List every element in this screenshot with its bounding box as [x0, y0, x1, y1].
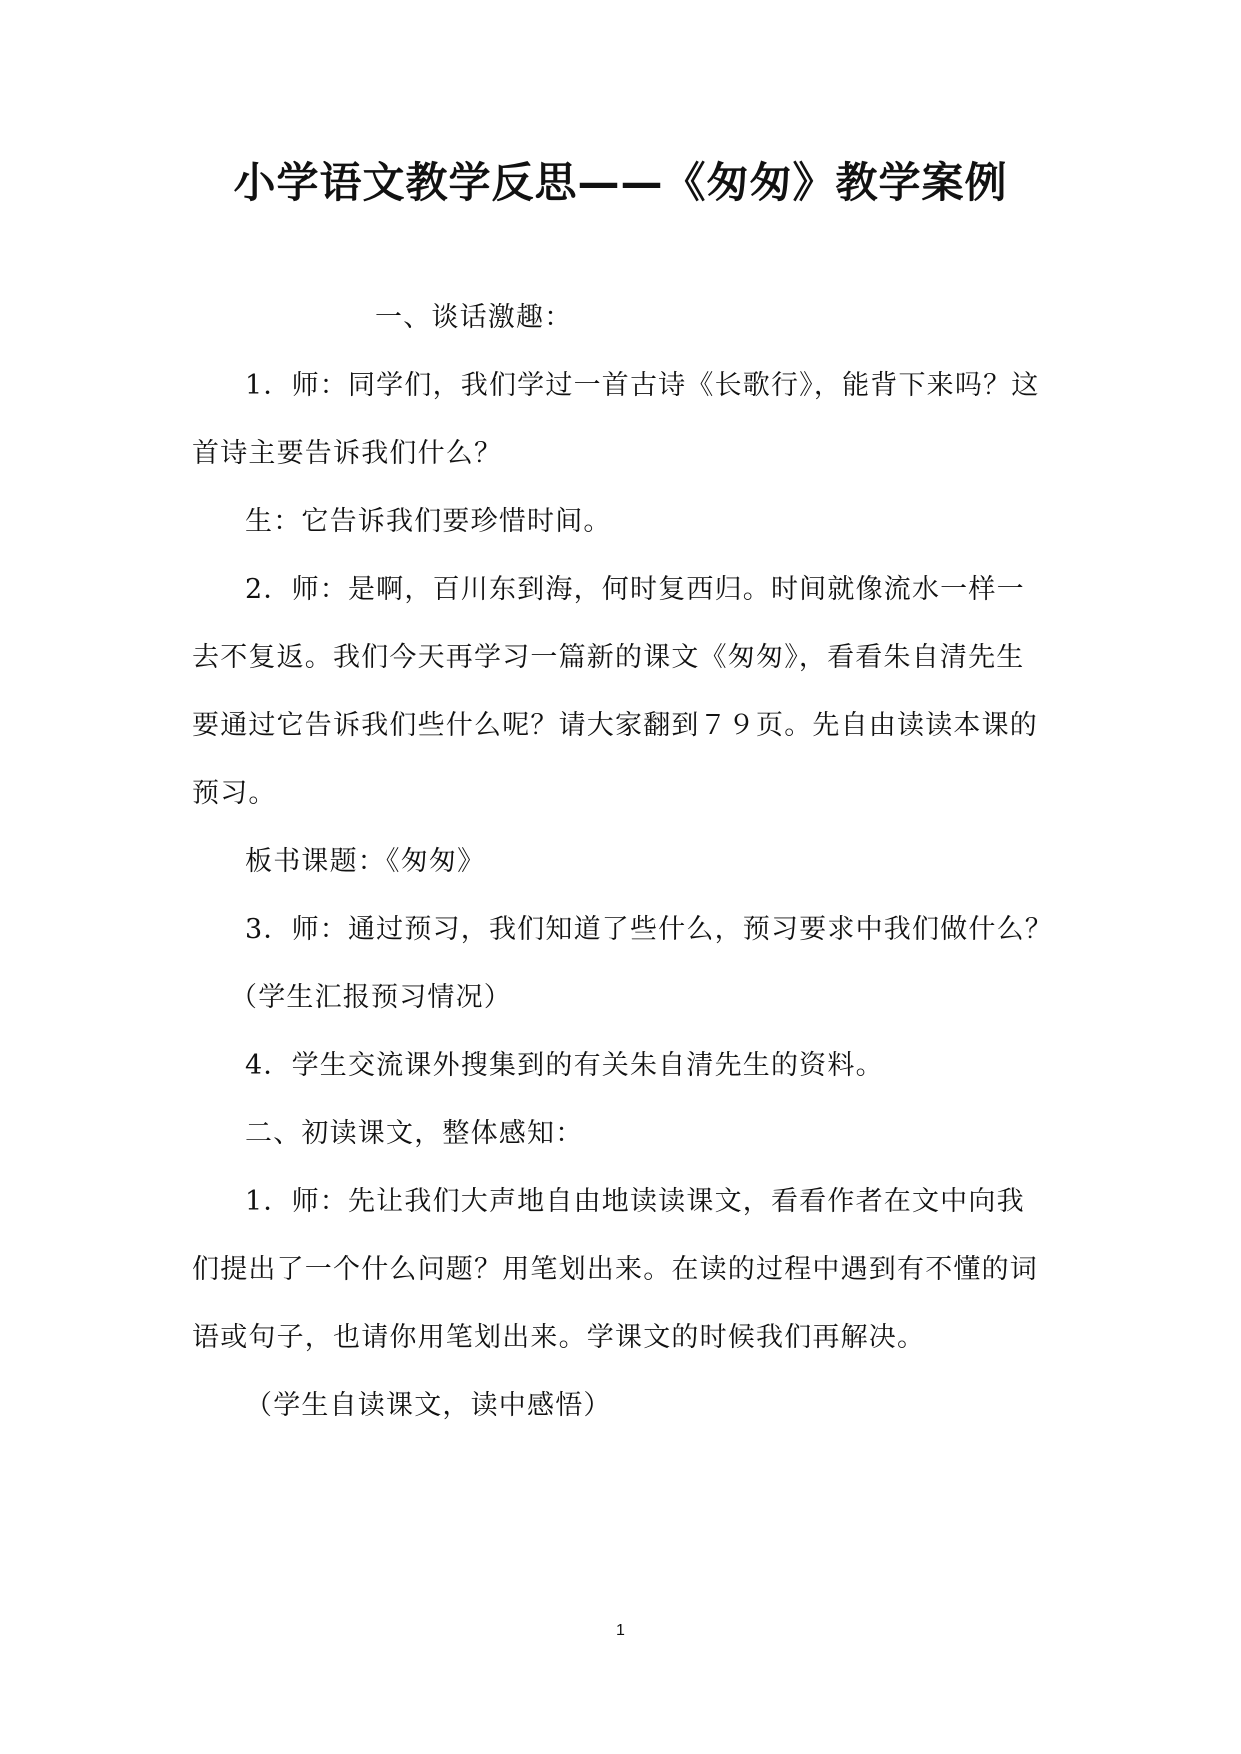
paragraph-line: 板书课题：《匆匆》 — [245, 846, 486, 877]
paragraph-line: 1．师：同学们，我们学过一首古诗《长歌行》，能背下来吗？这 — [245, 370, 1040, 401]
paragraph-line: 预习。 — [192, 778, 277, 809]
document-title: 小学语文教学反思——《匆匆》教学案例 — [233, 158, 1008, 207]
paragraph-line: 去不复返。我们今天再学习一篇新的课文《匆匆》，看看朱自清先生 — [192, 642, 1025, 673]
paragraph-line: 们提出了一个什么问题？用笔划出来。在读的过程中遇到有不懂的词 — [192, 1254, 1038, 1285]
page-number: 1 — [616, 1622, 625, 1639]
paragraph-line: （学生汇报预习情况） — [230, 982, 512, 1013]
paragraph-line: 3．师：通过预习，我们知道了些什么，预习要求中我们做什么？ — [245, 914, 1053, 945]
section-heading-1: 一、谈话激趣： — [375, 302, 573, 333]
paragraph-line: 1．师：先让我们大声地自由地读读课文，看看作者在文中向我 — [245, 1186, 1025, 1217]
section-heading-2: 二、初读课文，整体感知： — [245, 1118, 584, 1149]
paragraph-line: 首诗主要告诉我们什么？ — [192, 438, 503, 469]
paragraph-line: 2．师：是啊，百川东到海，何时复西归。时间就像流水一样一 — [245, 574, 1025, 605]
paragraph-line: 生：它告诉我们要珍惜时间。 — [245, 506, 612, 537]
paragraph-line: 语或句子，也请你用笔划出来。学课文的时候我们再解决。 — [192, 1322, 926, 1353]
paragraph-line: 要通过它告诉我们些什么呢？请大家翻到７９页。先自由读读本课的 — [192, 710, 1038, 741]
paragraph-line: 4．学生交流课外搜集到的有关朱自清先生的资料。 — [245, 1050, 884, 1081]
paragraph-line: （学生自读课文，读中感悟） — [245, 1390, 612, 1421]
